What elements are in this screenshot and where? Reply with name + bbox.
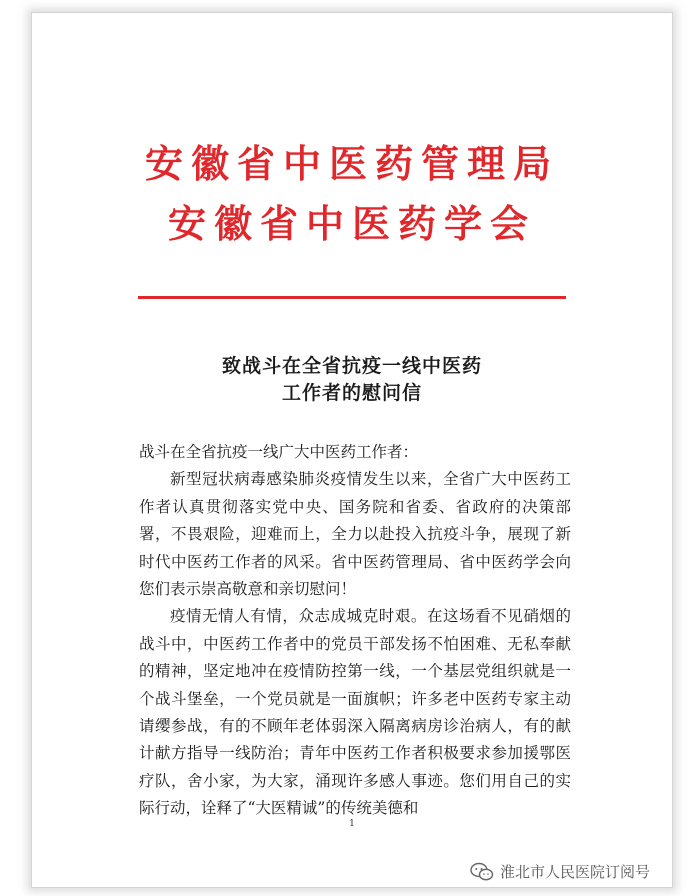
issuer-name-2: 安徽省中医药学会 (167, 201, 536, 246)
issuer-name-1: 安徽省中医药管理局 (144, 141, 559, 186)
header-divider (138, 296, 566, 299)
wechat-icon (470, 862, 494, 882)
letter-body (139, 439, 571, 823)
salutation: 战斗在全省抗疫一线广大中医药工作者： (139, 443, 419, 461)
paragraph-1: 新型冠状病毒感染肺炎疫情发生以来，全省广大中医药工作者认真贯彻落实党中央、国务院和省委、省政府的决策部署，不畏艰险，迎难而上，全力以赴投入抗疫斗争，展现了新时代中医药工作者的风采。省中医药管理局、省中医药学会向您们表示崇高敬意和亲切慰问！ (139, 470, 571, 599)
source-watermark (470, 861, 650, 882)
letter-title-line-1: 致战斗在全省抗疫一线中医药 (221, 355, 482, 377)
paragraph-2: 疫情无情人有情，众志成城克时艰。在这场看不见硝烟的战斗中，中医药工作者中的党员干部发扬不怕困难、无私奉献的精神，坚定地冲在疫情防控第一线，一个基层党组织就是一个战斗堡垒，一个党员就是一面旗帜；许多老中医药专家主动请缨参战，有的不顾年老体弱深入隔离病房诊治病人，有的献计献方指导一线防治；青年中医药工作者积极要求参加援鄂医疗队，舍小家，为大家，涌现许多感人事迹。您们用自己的实际行动，诠释了“大医精诚”的传统美德和 (139, 607, 571, 818)
watermark-text: 淮北市人民医院订阅号 (499, 863, 650, 881)
page-number: 1 (349, 819, 355, 829)
letter-title-line-2: 工作者的慰问信 (281, 382, 422, 404)
document-page (31, 12, 673, 888)
